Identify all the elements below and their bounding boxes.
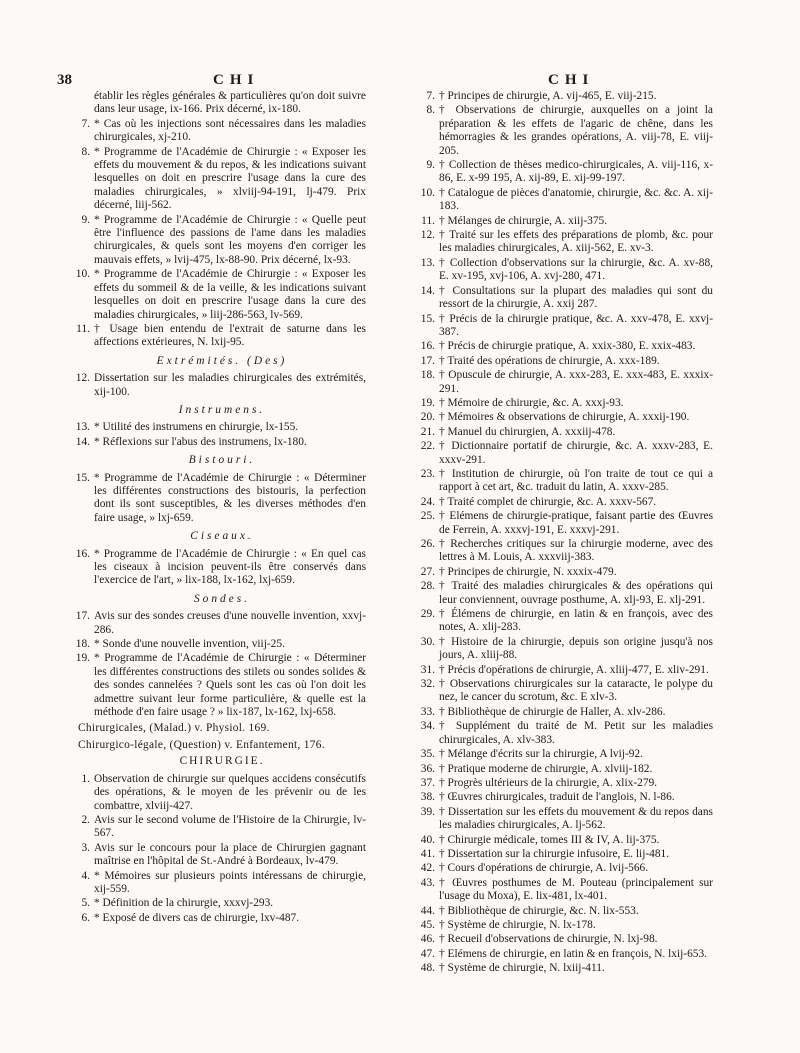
index-entry	[78, 870, 366, 897]
entry-text: † Recueil d'observations de chirurgie, N. lxj-98.	[439, 933, 658, 946]
entry-number: 42.	[420, 862, 435, 875]
entry-number: 6.	[81, 911, 90, 924]
entry-number: 28.	[420, 580, 435, 593]
entry-number: 40.	[420, 833, 435, 846]
entry-text: † Traité sur les effets des préparations de plomb, &c. pour les maladies chirurgicales, A. xiij-562, E. xv-3.	[439, 229, 713, 255]
entry-number: 17.	[420, 354, 435, 367]
index-entry	[420, 411, 713, 424]
index-entry	[420, 440, 713, 467]
index-entry	[420, 369, 713, 396]
left-column	[75, 90, 366, 926]
entry-text: † Œuvres chirurgicales, traduit de l'anglois, N. l-86.	[439, 791, 675, 804]
index-entry	[78, 90, 366, 117]
index-entry	[420, 748, 713, 761]
index-entry	[420, 904, 713, 918]
page-number: 38	[57, 72, 72, 88]
entry-number: 8.	[426, 104, 435, 117]
entry-text: * Programme de l'Académie de Chirurgie : « Exposer les effets du mouvement & du repos, & les indications suivant lesquelles on doit en prescrire l'usage dans la cure des maladies chirurgicales, » xlviij-94-191, lj-479. Prix décerné, liij-562.	[94, 145, 366, 212]
index-entry	[75, 547, 366, 588]
entry-number: 3.	[81, 841, 90, 854]
entry-number: 15.	[75, 471, 90, 484]
entry-number: 43.	[420, 876, 435, 889]
entry-text: † Élémens de chirurgie, en latin & en françois, avec des notes, A. xlij-283.	[439, 608, 713, 634]
entry-text: Avis sur des sondes creuses d'une nouvelle invention, xxvj-286.	[94, 610, 366, 636]
section-heading: Sondes.	[193, 592, 251, 605]
entry-text: † Bibliothèque de chirurgie, &c. N. lix-553.	[439, 904, 639, 917]
entry-text: * Programme de l'Académie de Chirurgie : « Déterminer les différentes constructions des stilets ou sondes solides & des sondes cannelées ? Quels sont les cas où l'on doit les admettre suivant leur forme particulière, & quelle est la méthode d'en faire usage ? » lix-187, lx-162, lxj-658.	[94, 652, 366, 719]
entry-text: † Traité complet de chirurgie, &c. A. xxxv-567.	[439, 495, 657, 508]
index-entry	[420, 396, 713, 410]
index-entry	[75, 435, 366, 449]
index-entry	[420, 608, 713, 635]
entry-number: 12.	[75, 372, 90, 385]
entry-text: † Progrès ultérieurs de la chirurgie, A. xlix-279.	[439, 776, 658, 789]
entry-text: † Précis de chirurgie pratique, A. xxix-380, E. xxix-483.	[439, 340, 696, 353]
entry-text: * Définition de la chirurgie, xxxvj-293.	[94, 897, 274, 910]
entry-text: † Recherches critiques sur la chirurgie moderne, avec des lettres à M. Louis, A. xxxviij-383.	[439, 538, 713, 564]
section-heading: Bistouri.	[188, 454, 256, 467]
entry-text: * Cas où les injections sont nécessaires dans les maladies chirurgicales, xj-210.	[94, 117, 366, 144]
index-entry	[420, 284, 713, 312]
index-entry	[78, 912, 366, 925]
entry-text: † Elémens de chirurgie, en latin & en françois, N. lxij-653.	[439, 947, 708, 960]
cross-reference: Chirurgicales, (Malad.) v. Physiol. 169.	[78, 722, 270, 735]
index-entry	[420, 762, 713, 776]
entry-number: 11.	[76, 322, 90, 335]
entry-text: Avis sur le concours pour la place de Chirurgien gagnant maîtrise en l'hôpital de St.-André à Bordeaux, lv-479.	[94, 841, 366, 868]
entry-number: 33.	[420, 705, 435, 718]
entry-text: † Consultations sur la plupart des maladies qui sont du ressort de la chirurgie, A. xxij 287.	[439, 284, 713, 311]
entry-number: 10.	[75, 268, 90, 281]
entry-text: † Principes de chirurgie, N. xxxix-479.	[439, 565, 617, 578]
index-entry	[420, 580, 713, 607]
entry-number: 9.	[81, 213, 90, 226]
entry-number: 23.	[420, 467, 435, 480]
entry-number: 1.	[81, 772, 90, 785]
index-entry	[420, 720, 713, 747]
entry-text: † Bibliothèque de chirurgie de Haller, A. xlv-286.	[439, 705, 666, 718]
entry-text: † Mémoire de chirurgie, &c. A. xxxj-93.	[439, 396, 624, 409]
entry-number: 18.	[420, 369, 435, 382]
entry-number: 8.	[81, 145, 90, 158]
entry-text: † Observations de chirurgie, auxquelles on a joint la préparation & les effets de l'agaric de chêne, dans les hémorragies & les grandes opérations, A. viij-78, E. viij-205.	[439, 104, 713, 157]
entry-text: † Traité des maladies chirurgicales & des opérations qui leur conviennent, ouvrage posthume, A. xlj-93, E. xlj-291.	[439, 580, 713, 606]
entry-text: † Catalogue de pièces d'anatomie, chirurgie, &c. &c. A. xij-183.	[439, 186, 713, 213]
entry-number: 12.	[420, 229, 435, 242]
subject-heading: CHIRURGIE.	[179, 755, 265, 768]
index-entry	[420, 635, 713, 663]
entry-number: 4.	[81, 869, 90, 882]
entry-text: † Supplément du traité de M. Petit sur les maladies chirurgicales, A. xlv-383.	[439, 720, 713, 746]
index-entry	[420, 663, 713, 677]
entry-text: † Système de chirurgie, N. lxiij-411.	[439, 962, 605, 975]
entry-text: * Sonde d'une nouvelle invention, viij-25.	[94, 638, 285, 651]
index-entry	[75, 471, 366, 526]
index-entry	[420, 705, 713, 719]
index-entry	[420, 933, 713, 946]
index-entry	[78, 773, 366, 813]
entry-number: 19.	[420, 396, 435, 409]
entry-text: † Opuscule de chirurgie, A. xxx-283, E. xxx-483, E. xxxix-291.	[439, 369, 713, 395]
index-entry	[78, 897, 366, 910]
entry-number: 15.	[420, 312, 435, 325]
entry-text: † Observations chirurgicales sur la cataracte, le polype du nez, le cancer du scrotum, &c. E xlv-3.	[439, 678, 713, 704]
index-entry	[78, 118, 366, 145]
index-entry	[78, 814, 366, 841]
entry-text: * Exposé de divers cas de chirurgie, lxv-487.	[94, 911, 300, 924]
entry-number: 13.	[420, 256, 435, 269]
index-entry	[420, 862, 713, 875]
entry-number: 48.	[420, 962, 435, 975]
entry-number: 16.	[75, 547, 90, 560]
entry-number: 7.	[426, 90, 435, 102]
index-entry	[75, 372, 366, 399]
entry-text: * Réflexions sur l'abus des instrumens, lx-180.	[94, 435, 307, 448]
index-entry	[78, 146, 366, 213]
entry-text: † Chirurgie médicale, tomes III & IV, A. lij-375.	[439, 833, 660, 846]
entry-number: 26.	[420, 538, 435, 550]
entry-text: Dissertation sur les maladies chirurgicales des extrémités, xij-100.	[94, 372, 366, 398]
index-entry	[420, 791, 713, 804]
index-entry	[420, 467, 713, 495]
index-entry	[75, 652, 366, 719]
index-entry	[75, 610, 366, 637]
entry-text: † Mélanges de chirurgie, A. xiij-375.	[439, 214, 608, 227]
entry-number: 9.	[426, 159, 435, 172]
index-entry	[420, 229, 713, 256]
entry-text: † Collection d'observations sur la chirurgie, &c. A. xv-88, E. xv-195, xvj-106, A. xvj-280, 471.	[439, 256, 713, 283]
entry-text: † Œuvres posthumes de M. Pouteau (principalement sur l'usage du Moxa), E. lix-481, lx-401.	[439, 876, 713, 903]
entry-number: 30.	[420, 635, 435, 648]
index-entry	[420, 425, 713, 439]
index-entry	[423, 159, 713, 186]
entry-number: 32.	[420, 678, 435, 691]
index-entry	[78, 842, 366, 869]
entry-number: 19.	[75, 652, 90, 665]
entry-text: † Principes de chirurgie, A. vij-465, E. viij-215.	[439, 90, 657, 102]
entry-number: 11.	[421, 214, 435, 227]
index-entry	[420, 918, 713, 932]
index-entry	[420, 565, 713, 579]
index-entry	[420, 354, 713, 368]
running-header-left: CHI	[213, 72, 260, 88]
section-heading: Extrémités. (Des)	[156, 354, 288, 367]
entry-text: * Programme de l'Académie de Chirurgie : « Quelle peut être l'influence des passions de l'ame dans les maladies chirurgicales, & quels sont les moyens d'en corriger les mauvais effets, » lvij-475, lx-88-90. Prix décerné, lx-93.	[94, 213, 366, 266]
entry-text: † Manuel du chirurgien, A. xxxiij-478.	[439, 425, 616, 438]
index-entry	[420, 256, 713, 284]
entry-number: 46.	[420, 933, 435, 946]
entry-text: † Dissertation sur les effets du mouvement & du repos dans les maladies chirurgicales, A. lj-562.	[439, 805, 713, 832]
entry-number: 38.	[420, 791, 435, 804]
entry-number: 29.	[420, 608, 435, 621]
entry-text: † Collection de thèses medico-chirurgicales, A. viij-116, x-86, E. x-99 195, A. xij-89, E. xij-99-197.	[439, 159, 713, 185]
entry-number: 41.	[420, 847, 435, 860]
index-entry	[420, 678, 713, 705]
section-heading: Instrumens.	[178, 403, 266, 416]
entry-text: † Mélange d'écrits sur la chirurgie, A lvij-92.	[439, 748, 643, 761]
entry-number: 21.	[420, 425, 435, 438]
entry-number: 36.	[420, 762, 435, 775]
index-entry	[420, 186, 713, 214]
entry-number: 17.	[75, 610, 90, 623]
entry-number: 14.	[420, 284, 435, 297]
index-entry	[420, 776, 713, 790]
entry-number: 7.	[81, 117, 90, 130]
index-entry	[423, 104, 713, 158]
entry-text: † Système de chirurgie, N. lx-178.	[439, 918, 596, 931]
entry-number: 16.	[420, 340, 435, 353]
entry-number: 37.	[420, 776, 435, 789]
index-entry	[78, 323, 366, 350]
entry-number: 18.	[75, 638, 90, 651]
entry-number: 24.	[420, 495, 435, 508]
index-entry	[420, 510, 713, 537]
entry-text: † Histoire de la chirurgie, depuis son origine jusqu'à nos jours, A. xliij-88.	[439, 635, 713, 662]
index-entry	[420, 538, 713, 565]
entry-text: † Traité des opérations de chirurgie, A. xxx-189.	[439, 354, 660, 367]
entry-text: † Mémoires & observations de chirurgie, A. xxxij-190.	[439, 411, 690, 424]
index-entry	[420, 847, 713, 861]
entry-number: 13.	[75, 421, 90, 434]
entry-number: 10.	[420, 186, 435, 199]
entry-text: † Elémens de chirurgie-pratique, faisant partie des Œuvres de Ferrein, A. xxxvj-191, E. xxxvj-291.	[439, 510, 713, 536]
entry-number: 39.	[420, 805, 435, 818]
index-entry	[423, 90, 713, 103]
entry-text: † Institution de chirurgie, où l'on traite de tout ce qui a rapport à cet art, &c. traduit du latin, A. xxxv-285.	[439, 467, 713, 494]
index-entry	[420, 947, 713, 961]
index-entry	[420, 340, 713, 353]
entry-number: 5.	[81, 897, 90, 910]
entry-number: 14.	[75, 435, 90, 448]
entry-text: † Dissertation sur la chirurgie infusoire, E. lij-481.	[439, 847, 670, 860]
entry-text: * Programme de l'Académie de Chirurgie : « En quel cas les ciseaux à incision peuvent-ils être conservés dans l'exercice de l'art, » lix-188, lx-162, lxj-659.	[94, 547, 366, 587]
entry-text: Observation de chirurgie sur quelques accidens consécutifs des opérations, & le moyen de les prévenir ou de les combattre, xlviij-427.	[94, 772, 366, 812]
index-entry	[78, 214, 366, 268]
index-entry	[420, 833, 713, 847]
entry-number: 47.	[420, 947, 435, 960]
entry-text: établir les règles générales & particulières qu'on doit suivre dans leur usage, ix-166. Prix décerné, ix-180.	[94, 90, 366, 116]
entry-number: 31.	[420, 663, 435, 676]
entry-text: † Pratique moderne de chirurgie, A. xlviij-182.	[439, 762, 653, 775]
entry-text: † Usage bien entendu de l'extrait de saturne dans les affections extérieures, N. lxij-95.	[94, 322, 366, 349]
running-header-right: CHI	[548, 72, 595, 88]
entry-number: 34.	[420, 720, 435, 733]
index-entry	[420, 876, 713, 904]
cross-reference: Chirurgico-légale, (Question) v. Enfantement, 176.	[78, 738, 325, 751]
entry-number: 25.	[420, 510, 435, 523]
entry-text: † Cours d'opérations de chirurgie, A. lvij-566.	[439, 862, 649, 875]
index-entry	[423, 215, 713, 228]
index-entry	[420, 312, 713, 340]
index-entry	[75, 268, 366, 322]
entry-number: 45.	[420, 918, 435, 931]
entry-text: † Dictionnaire portatif de chirurgie, &c. A. xxxv-283, E. xxxv-291.	[439, 440, 713, 466]
entry-text: * Utilité des instrumens en chirurgie, lx-155.	[94, 421, 299, 434]
entry-text: † Précis de la chirurgie pratique, &c. A. xxv-478, E. xxvj-387.	[439, 312, 713, 338]
entry-number: 35.	[420, 748, 435, 761]
entry-number: 2.	[81, 813, 90, 826]
right-column	[420, 90, 713, 977]
index-entry	[420, 805, 713, 833]
entry-text: † Précis d'opérations de chirurgie, A. xliij-477, E. xliv-291.	[439, 663, 709, 676]
section-heading: Ciseaux.	[190, 530, 254, 543]
entry-number: 27.	[420, 565, 435, 578]
entry-text: * Mémoires sur plusieurs points intéressans de chirurgie, xij-559.	[94, 869, 366, 895]
index-entry	[420, 962, 713, 975]
entry-number: 44.	[420, 904, 435, 917]
entry-text: Avis sur le second volume de l'Histoire de la Chirurgie, lv-567.	[94, 813, 366, 840]
entry-text: * Programme de l'Académie de Chirurgie : « Déterminer les différentes constructions des bistouris, la perfection dont ils sont susceptibles, & les diverses méthodes d'en faire usage, » lxj-659.	[94, 471, 366, 524]
entry-number: 22.	[420, 440, 435, 453]
index-entry	[420, 495, 713, 509]
entry-text: * Programme de l'Académie de Chirurgie : « Exposer les effets du sommeil & de la veille, & les indications suivant lesquelles on doit en prescrire l'usage dans la cure des maladies chirurgicales, » liij-286-563, lv-569.	[94, 268, 366, 321]
index-entry	[75, 421, 366, 434]
index-entry	[75, 638, 366, 651]
entry-number: 20.	[420, 411, 435, 424]
